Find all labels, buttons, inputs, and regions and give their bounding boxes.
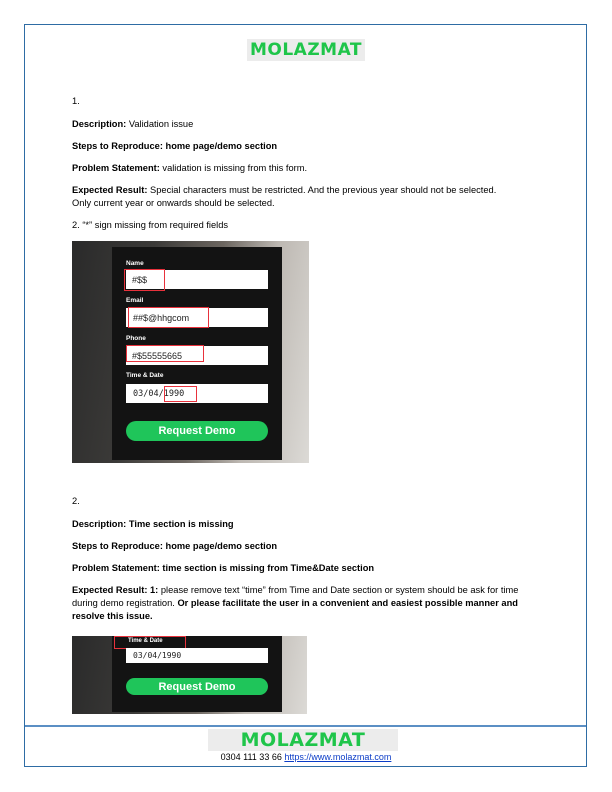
expected-normal: please remove text “time” from Time and Date section or system should be ask for time during demo registration. <box>72 585 519 608</box>
steps-label: Steps to Reproduce: <box>72 541 163 551</box>
issue-1-description <box>72 118 193 131</box>
issue-1-steps <box>72 140 277 153</box>
date-year: 1990 <box>163 388 185 399</box>
issue-2-description <box>72 518 234 531</box>
problem-value: validation is missing from this form. <box>162 163 308 173</box>
request-demo-button[interactable]: Request Demo <box>126 678 268 695</box>
problem-label: Problem Statement: <box>72 163 160 173</box>
date-value: 03/04/1990 <box>133 651 182 660</box>
year-highlight <box>164 386 197 402</box>
phone-value: #$55555665 <box>132 350 183 361</box>
form-screenshot-1 <box>72 241 309 463</box>
time-date-label: Time & Date <box>126 372 164 379</box>
name-value: #$$ <box>132 274 148 285</box>
issue-2-steps <box>72 540 277 553</box>
footer-contact <box>0 752 612 762</box>
phone-highlight <box>126 345 204 362</box>
issue-1-number: 1. <box>72 96 80 106</box>
issue-2-number: 2. <box>72 496 80 506</box>
issue-1-expected-line-2: Only current year or onwards should be selected. <box>72 198 275 208</box>
issue-1-note: 2. “*” sign missing from required fields <box>72 220 229 230</box>
header-logo: MOLAZMAT <box>247 39 365 61</box>
time-date-input[interactable] <box>126 384 268 403</box>
description-value: Time section is missing <box>128 519 234 529</box>
time-date-input[interactable] <box>126 648 268 663</box>
phone-label: Phone <box>126 335 146 342</box>
steps-value: home page/demo section <box>165 541 278 551</box>
footer-url-link[interactable]: https://www.molazmat.com <box>284 752 392 762</box>
expected-bold: Or please facilitate the user in a convenient and easiest possible manner and resolve this issue. <box>72 598 518 621</box>
request-demo-button[interactable]: Request Demo <box>126 421 268 441</box>
name-highlight <box>124 269 165 291</box>
description-value: Validation issue <box>128 119 194 129</box>
form-screenshot-2 <box>72 636 307 714</box>
issue-2-expected <box>72 584 542 623</box>
email-value: ##$@hhgcom <box>133 312 190 323</box>
issue-2-problem <box>72 562 374 575</box>
description-label: Description: <box>72 119 127 129</box>
expected-label: Expected Result: <box>72 185 148 195</box>
name-label: Name <box>126 260 144 267</box>
problem-value: time section is missing from Time&Date section <box>162 563 375 573</box>
email-highlight <box>128 307 209 328</box>
email-label: Email <box>126 297 144 304</box>
footer-divider <box>25 725 586 727</box>
date-prefix: 03/04/ <box>133 388 164 399</box>
problem-label: Problem Statement: <box>72 563 160 573</box>
time-date-label: Time & Date <box>128 638 163 644</box>
description-label: Description: <box>72 519 127 529</box>
issue-1-problem <box>72 162 307 175</box>
steps-label: Steps to Reproduce: <box>72 141 163 151</box>
steps-value: home page/demo section <box>165 141 278 151</box>
expected-label: Expected Result: 1: <box>72 585 159 595</box>
footer-logo: MOLAZMAT <box>208 729 398 751</box>
footer-phone: 0304 111 33 66 <box>220 752 282 762</box>
issue-1-expected <box>72 184 496 197</box>
expected-line-1: Special characters must be restricted. And the previous year should not be selected. <box>150 185 497 195</box>
